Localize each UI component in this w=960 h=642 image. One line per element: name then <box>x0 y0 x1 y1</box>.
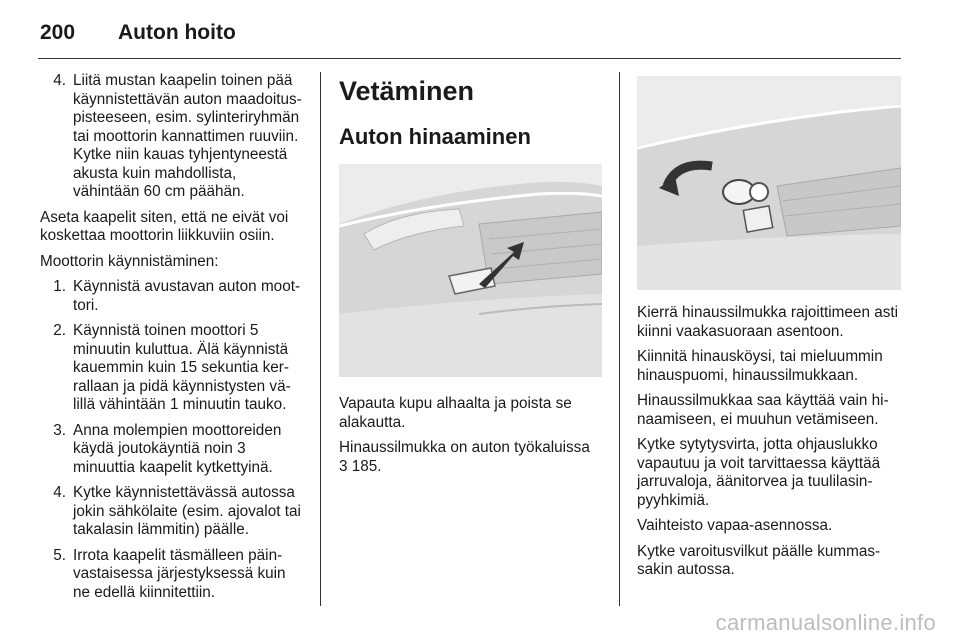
header-rule <box>38 58 901 59</box>
list-number: 2. <box>53 322 66 339</box>
towing-eye-image <box>637 76 901 290</box>
paragraph <box>339 439 602 476</box>
list-text: Liitä mustan kaapelin toinen pää käynnistettävän auton maadoituspisteeseen, esim. sylinteriryhmän tai moottorin kannattimen ruuviin. Kytke niin kauas tyhjentyneestä akusta kuin mahdollista, vähintään 60 cm päähän. <box>73 72 302 200</box>
step-list-continued <box>40 72 302 202</box>
list-item <box>40 547 302 603</box>
list-text: Irrota kaapelit täsmälleen päinvastaisessa järjestyksessä kuin ne edellä kiinnitettiin. <box>73 546 286 601</box>
list-item <box>40 484 302 540</box>
list-text: Käynnistä toinen moottori 5 minuutin kuluttua. Älä käynnistä kauemmin kuin 15 sekuntia kerrallaan ja pidä käynnistysten välillä vähintään 1 minuutin tauko. <box>73 322 291 413</box>
column-divider <box>619 72 620 606</box>
paragraph: Kierrä hinaussilmukka rajoittimeen asti kiinni vaakasuoraan asentoon. <box>637 304 899 340</box>
section-heading: Vetäminen <box>339 76 475 106</box>
list-text: Käynnistä avustavan auton moottori. <box>73 278 301 314</box>
paragraph: Kiinnitä hinausköysi, tai mieluummin hinauspuomi, hinaussilmukkaan. <box>637 348 883 384</box>
reference-text: Hinaussilmukka on auton työkaluissa <box>339 439 590 456</box>
column-2 <box>339 72 602 483</box>
paragraph: Kytke varoitusvilkut päälle kummassakin autossa. <box>637 542 881 578</box>
list-item <box>40 278 302 315</box>
column-1 <box>40 72 302 609</box>
list-item <box>40 72 302 202</box>
watermark: carmanualsonline.info <box>715 610 936 635</box>
paragraph: Kytke sytytysvirta, jotta ohjauslukko vapautuu ja voit tarvittaessa käyttää jarruvaloja, äänitorvea ja tuulilasinpyyhkimiä. <box>637 436 881 509</box>
paragraph: Hinaussilmukkaa saa käyttää vain hinaamiseen, ei muuhun vetämiseen. <box>637 392 889 428</box>
chapter-title: Auton hoito <box>118 21 236 44</box>
column-3 <box>637 72 902 587</box>
paragraph: Vaihteisto vapaa-asennossa. <box>637 517 833 534</box>
list-number: 1. <box>53 278 66 295</box>
list-number: 4. <box>53 484 66 501</box>
page-reference: 185. <box>351 457 382 475</box>
towing-eye-illustration <box>637 76 901 290</box>
column-divider <box>320 72 321 606</box>
front-bumper-cover-image <box>339 164 602 377</box>
list-number: 5. <box>53 546 66 564</box>
paragraph: Moottorin käynnistäminen: <box>40 252 219 270</box>
page-header <box>40 17 236 49</box>
list-text: Kytke käynnistettävässä autossa jokin sähkölaite (esim. ajovalot tai takalasin lämmitin) päälle. <box>73 484 301 538</box>
list-text: Anna molempien moottoreiden käydä joutokäyntiä noin 3 minuuttia kaapelit kytkettyinä. <box>73 421 282 476</box>
list-item <box>40 422 302 478</box>
list-number: 3. <box>53 421 66 439</box>
page-number: 200 <box>40 21 76 44</box>
list-item <box>40 322 302 415</box>
list-number: 4. <box>53 72 66 89</box>
paragraph: Vapauta kupu alhaalta ja poista se alakautta. <box>339 395 572 431</box>
page-reference-icon: 3 <box>339 457 348 475</box>
paragraph: Aseta kaapelit siten, että ne eivät voi koskettaa moottorin liikkuviin osiin. <box>40 208 289 244</box>
subsection-heading: Auton hinaaminen <box>339 124 531 149</box>
bumper-illustration <box>339 164 602 377</box>
start-steps-list <box>40 278 302 602</box>
